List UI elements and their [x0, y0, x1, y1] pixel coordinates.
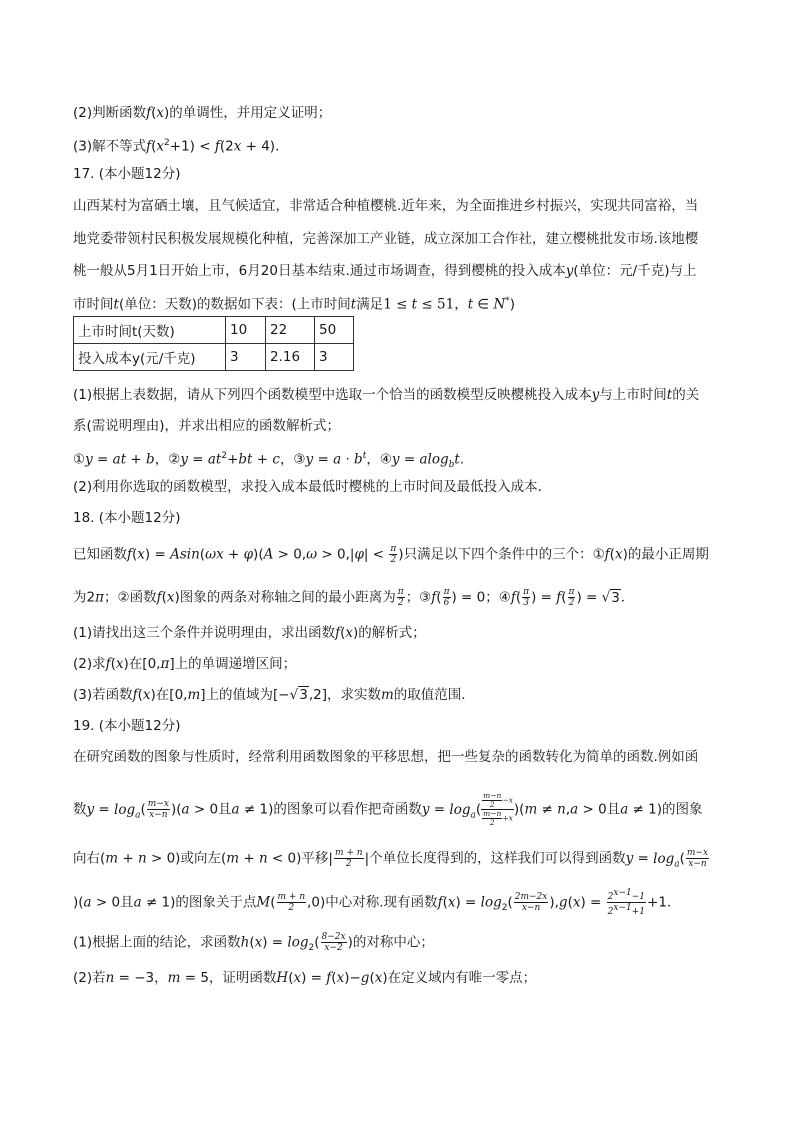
q17-body-line3: 桃一般从5月1日开始上市，6月20日基本结束.通过市场调查，得到樱桃的投入成本y(单位：元/千克)与上 [73, 263, 697, 279]
table-cell: 投入成本y(元/千克) [74, 344, 226, 371]
q18-part2: (2)求f(x)在[0,π]上的单调递增区间； [73, 656, 297, 672]
table-cell: 3 [315, 344, 354, 371]
q17-part2: (2)利用你选取的函数模型，求投入成本最低时樱桃的上市时间及最低投入成本． [73, 479, 552, 495]
q16-part3: (3)解不等式$f(x^2+1) < f(2x + 4)$． [73, 138, 289, 155]
q17-body-line1: 山西某村为富硒土壤，且气候适宜，非常适合种植樱桃.近年来，为全面推进乡村振兴，实现共同富裕，当 [73, 198, 699, 214]
q17-data-table [73, 316, 354, 371]
q19-body-line1: 在研究函数的图象与性质时，经常利用函数图象的平移思想，把一些复杂的函数转化为简单的函数.例如函 [73, 749, 699, 765]
q19-part1: (1)根据上面的结论，求函数$h(x) = \log_2$( $\frac{8-2x}{x-2}$ )的对称中心； [73, 932, 434, 954]
q19-header: 19. (本小题12分) [73, 718, 181, 734]
q19-part2: (2)若n = −3，m = 5，证明函数H(x) = f(x)−g(x)在定义域内有唯一零点； [73, 970, 537, 986]
q16-part2: (2)判断函数f(x)的单调性，并用定义证明； [73, 105, 332, 121]
table-cell: 50 [315, 317, 354, 344]
q17-body-line2: 地党委带领村民积极发展规模化种植，完善深加工产业链，成立深加工合作社，建立樱桃批发市场.该地樱 [73, 231, 699, 247]
table-cell: 22 [266, 317, 315, 344]
q18-body-line1: 已知函数f(x) = Asin(ωx + φ)(A > 0,ω > 0,|φ| < $\frac{\pi}{2}$ )只满足以下四个条件中的三个：①f(x)的最小正周期 [73, 544, 709, 565]
q18-body-line2: 为2π；②函数f(x)图象的两条对称轴之间的最小距离为 $\frac{\pi}{2}$ ；③f( $\frac{\pi}{6}$ ) = 0；④f( $\frac{\pi}{3}$ ) = f( $\frac{\pi}{2}$ ) = √3． [73, 587, 635, 608]
q17-part1-line1: (1)根据上表数据，请从下列四个函数模型中选取一个恰当的函数模型反映樱桃投入成本y与上市时间t的关 [73, 387, 700, 403]
q19-body-line2: 数$y = \log_a$( $\frac{m-x}{x-n}$ )(a > 0且a ≠ 1)的图象可以看作把奇函数$y = \log_a$( $\frac{m-n}{2}$ −x $\frac{m-n}{2}$ +x )(m ≠ n,a > 0且a ≠ 1)的图象 [73, 791, 703, 827]
table-row [74, 317, 354, 344]
table-cell: 3 [226, 344, 266, 371]
q17-header: 17. (本小题12分) [73, 166, 181, 182]
q18-part3: (3)若函数f(x)在[0,m]上的值域为[−√3,2]，求实数m的取值范围． [73, 687, 475, 703]
table-cell: 10 [226, 317, 266, 344]
q19-body-line4: )(a > 0且a ≠ 1)的图象关于点M( $\frac{m + n}{2}$ ,0)中心对称.现有函数$f(x) = \log_2$( $\frac{2m-2x}{x-n}$ ),g(x) = $\frac{2^{x-1}-1}{2^{x-1}+1}$ +1． [73, 888, 681, 917]
table-cell: 2.16 [266, 344, 315, 371]
q18-part1: (1)请找出这三个条件并说明理由，求出函数f(x)的解析式； [73, 625, 426, 641]
q18-header: 18. (本小题12分) [73, 510, 181, 526]
table-row [74, 344, 354, 371]
q17-part1-line2: 系(需说明理由)，并求出相应的函数解析式； [73, 418, 341, 434]
q19-body-line3: 向右(m + n > 0)或向左(m + n < 0)平移| $\frac{m + n}{2}$ |个单位长度得到的，这样我们可以得到函数$y = \log_a$( $\frac{m-x}{x-n}$ [73, 848, 709, 870]
table-cell: 上市时间t(天数) [74, 317, 226, 344]
q17-models: ①y = at + b，②y = $at^2+bt + c$，③y = $a \cdot b^t$，④y = alog$_b$t. [73, 451, 465, 471]
q17-body-line4: 市时间t(单位：天数)的数据如下表：(上市时间t满足1 ≤ t ≤ 51，t ∈ N*) [73, 296, 516, 313]
